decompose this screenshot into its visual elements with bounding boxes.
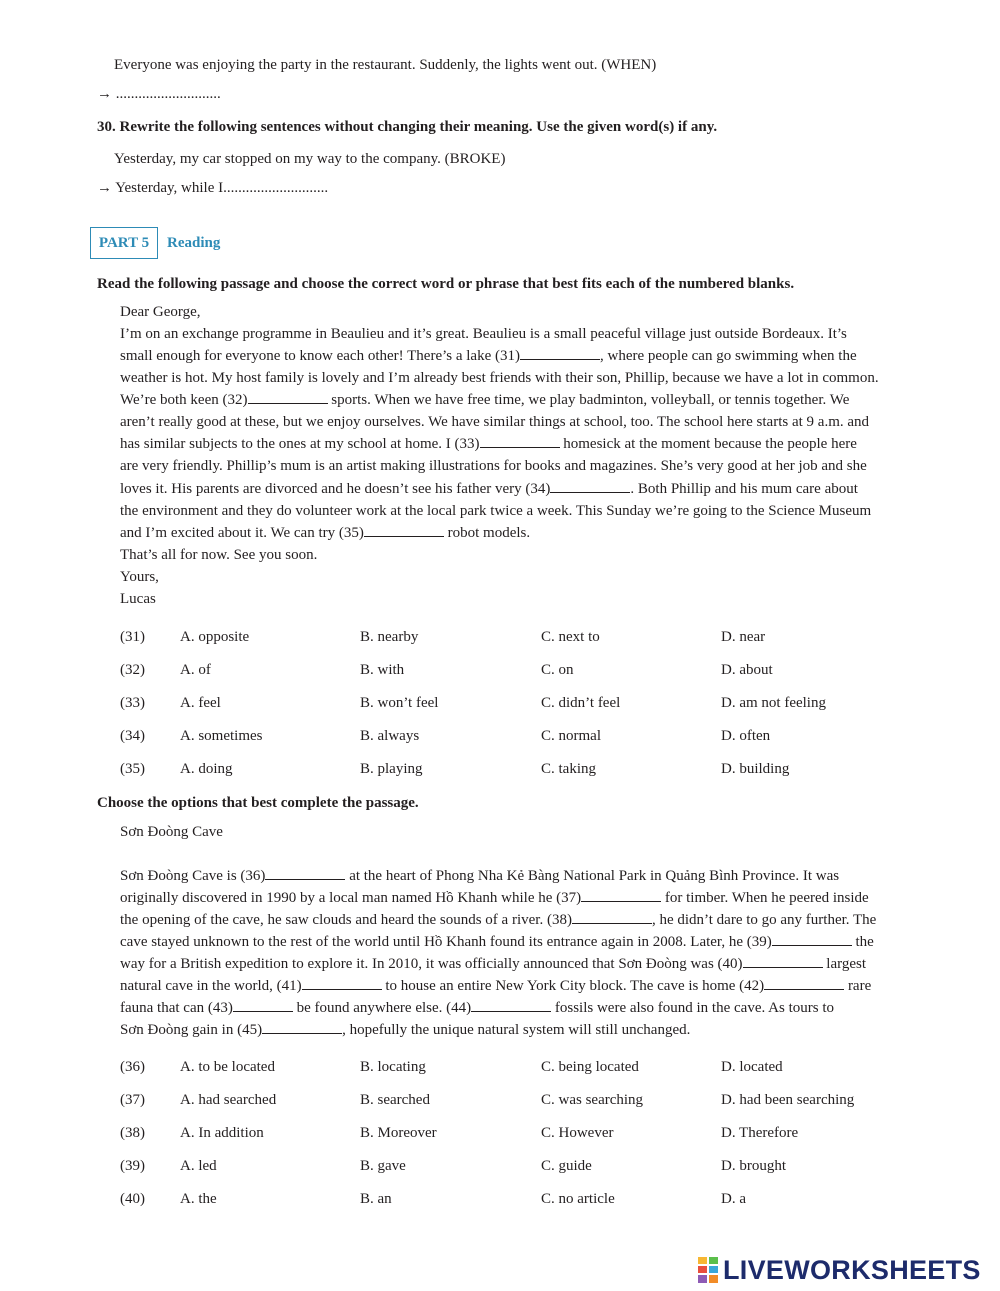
option-row-36: [120, 1056, 920, 1078]
question-number: (36): [120, 1059, 145, 1075]
option-b[interactable]: B. gave: [360, 1158, 406, 1174]
letter-line: aren’t really good at these, but we enjoy ourselves. We have similar things at school, too. The school here starts at 9 a.m. and: [120, 414, 870, 430]
letter-line: I’m on an exchange programme in Beaulieu and it’s great. Beaulieu is a small peaceful village just outside Bordeaux. It’s: [120, 326, 847, 342]
answer-line-when[interactable]: → ............................: [97, 86, 221, 102]
option-d[interactable]: D. often: [721, 728, 771, 744]
q30-heading: 30. Rewrite the following sentences without changing their meaning. Use the given word(s) if any.: [97, 119, 718, 135]
option-b[interactable]: B. Moreover: [360, 1125, 437, 1141]
option-a[interactable]: A. opposite: [180, 629, 250, 645]
option-d[interactable]: D. about: [721, 662, 773, 678]
option-c[interactable]: C. no article: [541, 1191, 615, 1207]
option-c[interactable]: C. on: [541, 662, 574, 678]
option-d[interactable]: D. brought: [721, 1158, 786, 1174]
option-c[interactable]: C. being located: [541, 1059, 639, 1075]
blank-41[interactable]: [302, 975, 382, 990]
option-c[interactable]: C. guide: [541, 1158, 592, 1174]
question-number: (39): [120, 1158, 145, 1174]
blank-44[interactable]: [471, 997, 551, 1012]
option-c[interactable]: C. taking: [541, 761, 596, 777]
blank-38[interactable]: [572, 909, 652, 924]
passage-line: originally discovered in 1990 by a local man named Hồ Khanh while he (37) for timber. When he peered inside: [120, 887, 869, 909]
question-number: (38): [120, 1125, 145, 1141]
option-c[interactable]: C. didn’t feel: [541, 695, 621, 711]
question-number: (37): [120, 1092, 145, 1108]
option-d[interactable]: D. Therefore: [721, 1125, 799, 1141]
option-b[interactable]: B. with: [360, 662, 405, 678]
blank-31[interactable]: [520, 345, 600, 360]
question-number: (35): [120, 761, 145, 777]
blank-42[interactable]: [764, 975, 844, 990]
question-number: (34): [120, 728, 145, 744]
option-row-32: [120, 659, 920, 681]
passage-line: cave stayed unknown to the rest of the world until Hồ Khanh found its entrance again in 2008. Later, he (39) the: [120, 931, 874, 953]
option-b[interactable]: B. always: [360, 728, 420, 744]
letter-signature: Lucas: [120, 591, 156, 607]
option-c[interactable]: C. was searching: [541, 1092, 644, 1108]
passage-line: way for a British expedition to explore it. In 2010, it was officially announced that Sơn Đoòng was (40) largest: [120, 953, 866, 975]
question-number: (33): [120, 695, 145, 711]
option-a[interactable]: A. In addition: [180, 1125, 264, 1141]
passage-line: natural cave in the world, (41) to house an entire New York City block. The cave is home (42) rare: [120, 975, 871, 997]
passage-title: Sơn Đoòng Cave: [120, 824, 223, 840]
sentence-when: Everyone was enjoying the party in the restaurant. Suddenly, the lights went out. (WHEN): [114, 57, 657, 73]
option-a[interactable]: A. of: [180, 662, 211, 678]
question-number: (40): [120, 1191, 145, 1207]
option-a[interactable]: A. had searched: [180, 1092, 277, 1108]
option-c[interactable]: C. However: [541, 1125, 614, 1141]
liveworksheets-logo: [697, 1255, 981, 1285]
letter-line: loves it. His parents are divorced and he doesn’t see his father very (34) . Both Phillip and his mum care about: [120, 478, 858, 500]
option-row-40: [120, 1188, 920, 1210]
option-a[interactable]: A. led: [180, 1158, 217, 1174]
sentence-broke: Yesterday, my car stopped on my way to the company. (BROKE): [114, 151, 506, 167]
option-b[interactable]: B. locating: [360, 1059, 426, 1075]
option-d[interactable]: D. building: [721, 761, 790, 777]
option-a[interactable]: A. doing: [180, 761, 233, 777]
passage-line: fauna that can (43) be found anywhere else. (44) fossils were also found in the cave. As tours to: [120, 997, 834, 1019]
letter-line: the environment and they do volunteer work at the local park twice a week. This Sunday we’re going to the Science Museum: [120, 503, 872, 519]
question-number: (31): [120, 629, 145, 645]
option-b[interactable]: B. searched: [360, 1092, 430, 1108]
blank-35[interactable]: [364, 522, 444, 537]
letter-line: has similar subjects to the ones at my school at home. I (33) homesick at the moment because the people here: [120, 433, 857, 455]
option-row-37: [120, 1089, 920, 1111]
option-d[interactable]: D. located: [721, 1059, 783, 1075]
option-row-33: [120, 692, 920, 714]
reading1-instruction: Read the following passage and choose the correct word or phrase that best fits each of the numbered blanks.: [97, 276, 795, 292]
option-a[interactable]: A. the: [180, 1191, 217, 1207]
letter-line: weather is hot. My host family is lovely and I’m already best friends with their son, Phillip, because we have a lot in common.: [120, 370, 879, 386]
letter-greeting: Dear George,: [120, 304, 201, 320]
logo-blocks-icon: [697, 1256, 719, 1284]
reading2-instruction: Choose the options that best complete the passage.: [97, 795, 419, 811]
blank-43[interactable]: [233, 997, 293, 1012]
letter-closing: Yours,: [120, 569, 159, 585]
blank-37[interactable]: [581, 887, 661, 902]
letter-line: We’re both keen (32) sports. When we have free time, we play badminton, volleyball, or tennis together. We: [120, 389, 849, 411]
option-a[interactable]: A. to be located: [180, 1059, 275, 1075]
letter-closing: That’s all for now. See you soon.: [120, 547, 318, 563]
passage-line: Sơn Đoòng gain in (45) , hopefully the unique natural system will still unchanged.: [120, 1019, 690, 1041]
letter-line: and I’m excited about it. We can try (35) robot models.: [120, 522, 530, 544]
option-d[interactable]: D. had been searching: [721, 1092, 855, 1108]
option-row-38: [120, 1122, 920, 1144]
option-b[interactable]: B. nearby: [360, 629, 419, 645]
blank-40[interactable]: [743, 953, 823, 968]
part-title: Reading: [167, 235, 221, 251]
answer-line-broke[interactable]: → Yesterday, while I............................: [97, 180, 329, 196]
option-a[interactable]: A. sometimes: [180, 728, 263, 744]
option-a[interactable]: A. feel: [180, 695, 221, 711]
option-b[interactable]: B. an: [360, 1191, 392, 1207]
option-d[interactable]: D. am not feeling: [721, 695, 826, 711]
option-b[interactable]: B. won’t feel: [360, 695, 439, 711]
blank-45[interactable]: [262, 1019, 342, 1034]
option-row-35: [120, 758, 920, 780]
option-row-31: [120, 626, 920, 648]
blank-32[interactable]: [248, 389, 328, 404]
option-d[interactable]: D. near: [721, 629, 766, 645]
logo-text: LIVEWORKSHEETS: [723, 1254, 981, 1285]
option-c[interactable]: C. normal: [541, 728, 601, 744]
option-row-34: [120, 725, 920, 747]
passage-line: Sơn Đoòng Cave is (36) at the heart of Phong Nha Kẻ Bàng National Park in Quảng Bình Province. It was: [120, 865, 839, 887]
blank-34[interactable]: [550, 478, 630, 493]
letter-line: are very friendly. Phillip’s mum is an artist making illustrations for books and magazines. She’s very good at her job and she: [120, 458, 867, 474]
question-number: (32): [120, 662, 145, 678]
part-label: PART 5: [90, 227, 158, 259]
letter-line: small enough for everyone to know each other! There’s a lake (31) , where people can go swimming when the: [120, 345, 857, 367]
passage-line: the opening of the cave, he saw clouds and heard the sounds of a river. (38) , he didn’t dare to go any further. The: [120, 909, 876, 931]
option-row-39: [120, 1155, 920, 1177]
option-d[interactable]: D. a: [721, 1191, 746, 1207]
blank-39[interactable]: [772, 931, 852, 946]
blank-36[interactable]: [265, 865, 345, 880]
option-b[interactable]: B. playing: [360, 761, 423, 777]
blank-33[interactable]: [480, 433, 560, 448]
option-c[interactable]: C. next to: [541, 629, 600, 645]
